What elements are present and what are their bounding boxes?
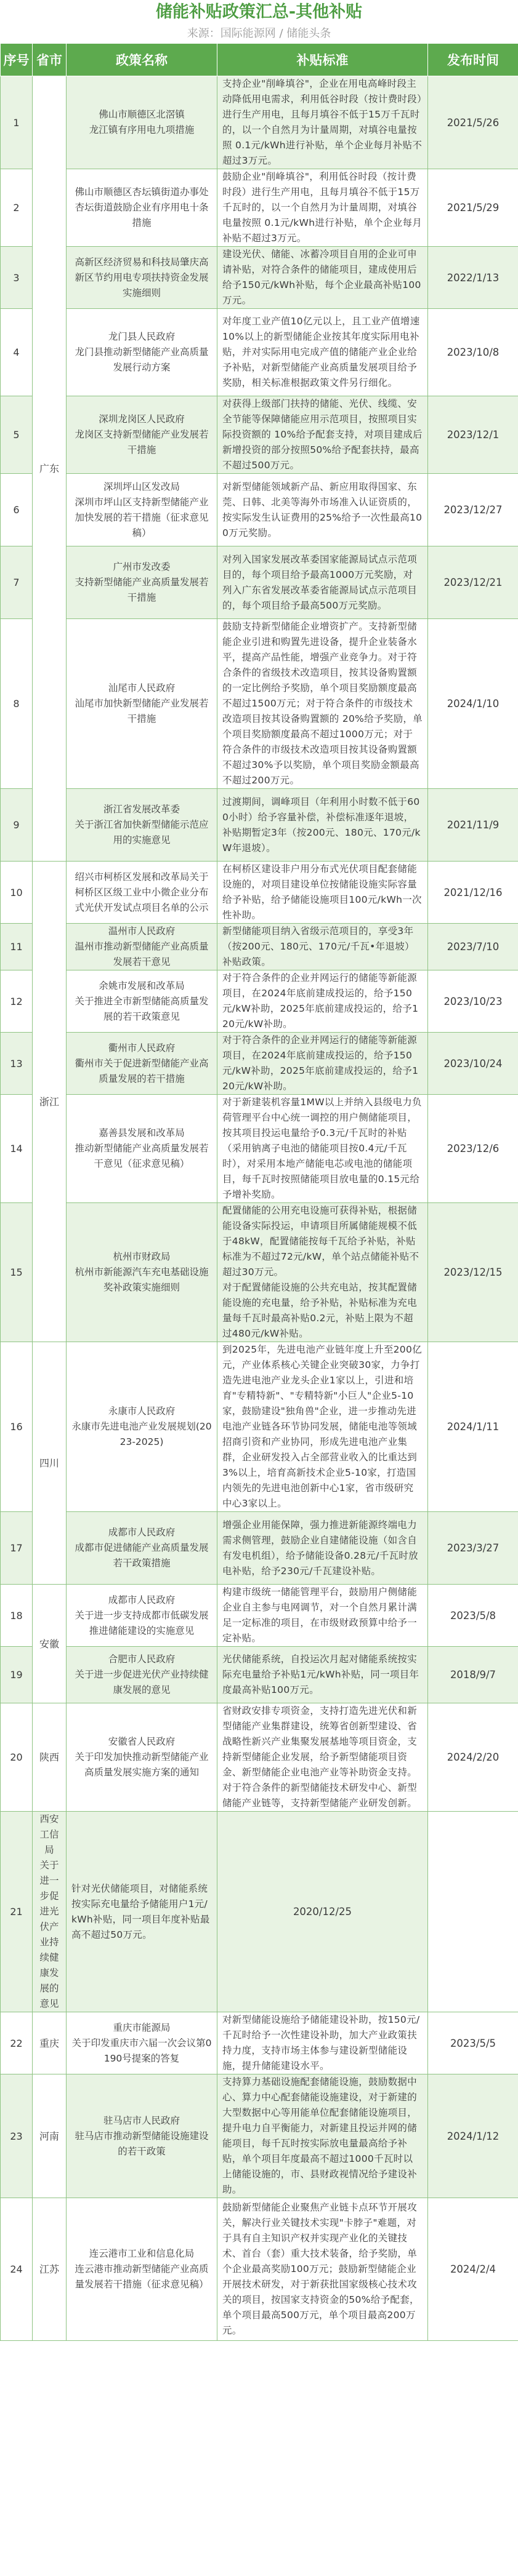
row-policy-name: 浙江省发展改革委 关于浙江省加快新型储能示范应用的实施意见 <box>67 789 217 862</box>
row-policy-name: 杭州市财政局 杭州市新能源汽车充电基础设施奖补政策实施细则 <box>67 1203 217 1342</box>
row-standard: 对于新建装机容量1MW以上并纳入县级电力负荷管理平台中心统一调控的用户侧储能项目，按其项目投运电量给予0.3元/千瓦时的补贴（采用钠离子电池的储能项目按0.4元/千瓦时），对采用本地产储能电芯或电池的储能项目，每千瓦时按照储能项目放电量的0.15元给予增补奖励。 <box>217 1095 428 1203</box>
row-policy-name: 温州市人民政府 温州市推动新型储能产业高质量发展若干意见 <box>67 924 217 970</box>
row-standard: 对新型储能领域新产品、新应用取得国家、东莞、日韩、北美等海外市场准入认证资质的，按实际发生认证费用的25%给予一次性最高100万元奖励。 <box>217 474 428 546</box>
table-row <box>1 1033 518 1095</box>
row-policy-name: 深圳龙岗区人民政府 龙岗区支持新型储能产业发展若干措施 <box>67 396 217 474</box>
row-date: 2023/7/10 <box>428 924 518 970</box>
row-standard: 鼓励新型储能企业聚焦产业链卡点环节开展攻关，解决行业关键技术实现"卡脖子"难题，对于具有自主知识产权并实现产业化的关键技术、首台（套）重大技术装备，给予奖励，单个企业最高奖励100万元；鼓励新型储能企业开展技术研发，对于新获批国家级核心技术攻关的项目，按国家支持资金的50%给予配套，单个项目最高500万元，单个项目最高200万元。 <box>217 2198 428 2341</box>
table-row <box>1 169 518 247</box>
row-number: 22 <box>1 2012 33 2074</box>
row-policy-name: 连云港市工业和信息化局 连云港市推动新型储能产业高质量发展若干措施（征求意见稿） <box>67 2198 217 2341</box>
row-standard: 在柯桥区建设非户用分布式光伏项目配套储能设施的，对项目建设单位按储能设施实际容量给予补贴，给予储能设施项目100元/kWh一次性补助。 <box>217 862 428 924</box>
row-province: 重庆 <box>33 2012 67 2074</box>
page-title: 储能补贴政策汇总-其他补贴 <box>155 2 363 22</box>
table-row <box>1 862 518 924</box>
table-row <box>1 76 518 169</box>
row-date: 2023/12/15 <box>428 1203 518 1342</box>
row-date: 2023/10/23 <box>428 970 518 1033</box>
row-date: 2024/1/10 <box>428 619 518 789</box>
table-row <box>1 2198 518 2341</box>
row-number: 13 <box>1 1033 33 1095</box>
row-date: 2024/2/20 <box>428 1703 518 1812</box>
row-standard: 针对光伏储能项目，对储能系统按实际充电量给予储能用户1元/kWh补贴，同一项目年度补贴最高不超过50万元。 <box>67 1812 217 2012</box>
table-row <box>1 789 518 862</box>
row-number: 19 <box>1 1647 33 1703</box>
row-number: 24 <box>1 2198 33 2341</box>
source-line: 来源：国际能源网 / 储能头条 <box>187 27 331 40</box>
row-standard: 鼓励企业"削峰填谷"，利用低谷时段（按计费时段）进行生产用电，且每月填谷不低于15万千瓦时的，以一个自然月为计量周期，对填谷电量按照 0.1元/kWh进行补贴，单个企业每月补贴不超过3万元。 <box>217 169 428 247</box>
row-standard: 对新型储能设施给予储能建设补助，按150元/千瓦时给予一次性建设补助，加大产业政策扶持力度，支持市场主体参与建设新型储能设施，提升储能建设水平。 <box>217 2012 428 2074</box>
row-date: 2023/5/8 <box>428 1585 518 1647</box>
table-row <box>1 2074 518 2198</box>
header-standard: 补贴标准 <box>217 44 428 76</box>
row-number: 1 <box>1 76 33 169</box>
table-row <box>1 924 518 970</box>
table-row <box>1 1095 518 1203</box>
row-date: 2022/1/13 <box>428 247 518 309</box>
table-row <box>1 1512 518 1585</box>
row-date: 2023/12/1 <box>428 396 518 474</box>
row-date: 2023/5/5 <box>428 2012 518 2074</box>
table-row <box>1 396 518 474</box>
row-number: 2 <box>1 169 33 247</box>
row-date: 2023/12/6 <box>428 1095 518 1203</box>
row-province: 河南 <box>33 2074 67 2198</box>
row-date: 2023/12/21 <box>428 546 518 619</box>
row-number: 5 <box>1 396 33 474</box>
header-province: 省市 <box>33 44 67 76</box>
row-province: 广东 <box>33 76 67 862</box>
row-number: 21 <box>1 1812 33 2012</box>
row-policy-name: 佛山市顺德区北滘镇 龙江镇有序用电九项措施 <box>67 76 217 169</box>
table-row <box>1 1703 518 1812</box>
row-date: 2023/12/27 <box>428 474 518 546</box>
table-row <box>1 1585 518 1647</box>
row-policy-name: 西安工信局 关于进一步促进光伏产业持续健康发展的意见 <box>33 1812 67 2012</box>
row-policy-name: 安徽省人民政府 关于印发加快推动新型储能产业高质量发展实施方案的通知 <box>67 1703 217 1812</box>
row-standard: 构建市级统一储能管理平台，鼓励用户侧储能企业自主参与电网调节，对一个自然月累计满足一定标准的项目，在市级财政预算中给予一定补贴。 <box>217 1585 428 1647</box>
row-date: 2021/5/29 <box>428 169 518 247</box>
row-policy-name: 永康市人民政府 永康市先进电池产业发展规划(2023-2025) <box>67 1342 217 1512</box>
row-date: 2024/2/4 <box>428 2198 518 2341</box>
row-number: 17 <box>1 1512 33 1585</box>
row-number: 6 <box>1 474 33 546</box>
table-row <box>1 1203 518 1342</box>
row-policy-name: 深圳坪山区发改局 深圳市坪山区支持新型储能产业加快发展的若干措施（征求意见稿） <box>67 474 217 546</box>
row-policy-name: 合肥市人民政府 关于进一步促进光伏产业持续健康发展的意见 <box>67 1647 217 1703</box>
row-date: 2018/9/7 <box>428 1647 518 1703</box>
row-policy-name: 成都市人民政府 关于进一步支持成都市低碳发展推进储能建设的实施意见 <box>67 1585 217 1647</box>
row-standard: 新型储能项目纳入省级示范项目的，享受3年（按200元、180元、170元/千瓦•年退坡）补贴政策。 <box>217 924 428 970</box>
row-standard: 支持算力基础设施配套储能设施，鼓励数据中心、算力中心配套储能设施建设，对于新建的大型数据中心等用能单位配套储能设施项目，提升电力自平衡能力，对新建且投运并网的储能项目，每千瓦时按实际放电量最高给予补贴，单个项目年度最高不超过1000千瓦时以上储能设施的，市、县财政视情况给予建设补助。 <box>217 2074 428 2198</box>
row-date: 2020/12/25 <box>217 1812 428 2012</box>
table-header <box>1 44 518 76</box>
table-row <box>1 247 518 309</box>
row-number: 18 <box>1 1585 33 1647</box>
row-number: 14 <box>1 1095 33 1203</box>
table-body <box>1 76 518 2341</box>
row-number: 9 <box>1 789 33 862</box>
row-policy-name: 龙门县人民政府 龙门县推动新型储能产业高质量发展行动方案 <box>67 309 217 396</box>
table-row <box>1 1647 518 1703</box>
row-number: 23 <box>1 2074 33 2198</box>
row-number: 8 <box>1 619 33 789</box>
row-province: 浙江 <box>33 862 67 1342</box>
table-row <box>1 474 518 546</box>
row-standard: 对列入国家发展改革委国家能源局试点示范项目的，每个项目给予最高1000万元奖励，对列入广东省发展改革委省能源局试点示范项目的，每个项目给予最高500万元奖励。 <box>217 546 428 619</box>
row-standard: 鼓励支持新型储能企业增资扩产。支持新型储能企业引进和购置先进设备，提升企业装备水平，提高产品性能，增强产业竞争力。对于符合条件的省级技术改造项目，按其设备购置额的一定比例给予奖励，单个项目奖励额度最高不超过1500万元；对于符合条件的市级技术改造项目按其设备购置额的 20%给予奖励，单个项目奖励额度最高不超过1000万元；对于符合条件的市级技术改造项目按其设备购置额不超过30%予以奖励，单个项目奖励金额最高不超过200万元。 <box>217 619 428 789</box>
row-number: 20 <box>1 1703 33 1812</box>
row-policy-name: 绍兴市柯桥区发展和改革局关于柯桥区区级工业中小微企业分布式光伏开发试点项目名单的公示 <box>67 862 217 924</box>
row-standard: 增强企业用能保障，强力推进新能源终端电力需求侧管理，鼓励企业自建储能设施（如含自有发电机组），给予储能设备0.28元/千瓦时放电补贴，给予230元/千瓦建设补贴。 <box>217 1512 428 1585</box>
row-policy-name: 高新区经济贸易和科技局肇庆高新区节约用电专项扶持资金发展实施细则 <box>67 247 217 309</box>
row-number: 3 <box>1 247 33 309</box>
row-standard: 配置储能的公用充电设施可获得补贴，根据储能设备实际投运，申请项目所属储能规模不低于48kW，配置储能按每千瓦给予补贴，补贴标准为不超过72元/kW，单个站点储能补贴不超过30万元。 对于配置储能设施的公共充电站，按其配置储能设施的充电量，给予补贴，补贴标准为充电量每千瓦时最高补贴0.2元，补贴上限为不超过480元/kW补贴。 <box>217 1203 428 1342</box>
row-number: 4 <box>1 309 33 396</box>
row-date: 2023/3/27 <box>428 1512 518 1585</box>
row-province: 陕西 <box>33 1703 67 1812</box>
row-date: 2024/1/12 <box>428 2074 518 2198</box>
row-standard: 支持企业"削峰填谷"，企业在用电高峰时段主动降低用电需求，利用低谷时段（按计费时段）进行生产用电，且每月填谷不低于15万千瓦时的，以一个自然月为计量周期，对填谷电量按照 0.1元/kWh进行补贴，单个企业每月补贴不超过3万元。 <box>217 76 428 169</box>
header-no: 序号 <box>1 44 33 76</box>
row-province: 四川 <box>33 1342 67 1585</box>
row-date: 2024/1/11 <box>428 1342 518 1512</box>
row-policy-name: 重庆市能源局 关于印发重庆市六届一次会议第0190号提案的答复 <box>67 2012 217 2074</box>
row-date: 2021/5/26 <box>428 76 518 169</box>
row-standard: 光伏储能系统，自投运次月起对储能系统按实际充电量给予补贴1元/kWh补贴，同一项目年度最高补贴100万元。 <box>217 1647 428 1703</box>
table-row <box>1 1812 518 2012</box>
row-number: 11 <box>1 924 33 970</box>
row-standard: 过渡期间，调峰项目（年利用小时数不低于600小时）给予容量补偿，补偿标准逐年退坡，补贴期暂定3年（按200元、180元、170元/kW年退坡）。 <box>217 789 428 862</box>
row-standard: 对于符合条件的企业并网运行的储能等新能源项目，在2024年底前建成投运的，给予150元/kW补助，2025年底前建成投运的，给予120元/kW补助。 <box>217 970 428 1033</box>
row-number: 12 <box>1 970 33 1033</box>
row-date: 2023/10/8 <box>428 309 518 396</box>
table-row <box>1 970 518 1033</box>
table-row <box>1 309 518 396</box>
row-standard: 对年度工业产值10亿元以上，且工业产值增速10%以上的新型储能企业按其年度实际用电补贴，并对实际用电完成产值的储能产业企业给予补贴，对新型储能产业高质量发展项目给予奖励，相关标准根据政策文件另行细化。 <box>217 309 428 396</box>
table-row <box>1 2012 518 2074</box>
row-policy-name: 成都市人民政府 成都市促进储能产业高质量发展若干政策措施 <box>67 1512 217 1585</box>
row-policy-name: 余姚市发展和改革局 关于推进全市新型储能高质量发展的若干政策意见 <box>67 970 217 1033</box>
row-standard: 对于符合条件的企业并网运行的储能等新能源项目，在2024年底前建成投运的，给予150元/kW补助，2025年底前建成投运的，给予120元/kW补助。 <box>217 1033 428 1095</box>
table-row <box>1 1342 518 1512</box>
row-policy-name: 广州市发改委 支持新型储能产业高质量发展若干措施 <box>67 546 217 619</box>
table-row <box>1 546 518 619</box>
row-number: 15 <box>1 1203 33 1342</box>
row-policy-name: 驻马店市人民政府 驻马店市推动新型储能设施建设的若干政策 <box>67 2074 217 2198</box>
row-date: 2021/11/9 <box>428 789 518 862</box>
row-province: 江苏 <box>33 2198 67 2341</box>
policy-table <box>0 43 518 2341</box>
row-policy-name: 佛山市顺德区杏坛镇街道办事处杏坛街道鼓励企业有序用电十条措施 <box>67 169 217 247</box>
row-number: 10 <box>1 862 33 924</box>
row-standard: 省财政安排专项资金，支持打造先进光伏和新型储能产业集群建设，统筹省创新型建设、省战略性新兴产业集聚发展基地等项目资金，支持新型储能企业发展，给予新型储能项目资金、新型储能企业电池产业等补助资金支持。对于符合条件的新型储能技术研发中心、新型储能产业链等，支持新型储能产业研发创新。 <box>217 1703 428 1812</box>
row-policy-name: 汕尾市人民政府 汕尾市加快新型储能产业发展若干措施 <box>67 619 217 789</box>
row-number: 16 <box>1 1342 33 1512</box>
row-number: 7 <box>1 546 33 619</box>
row-standard: 到2025年，先进电池产业链年度上升至200亿元，产业体系核心关键企业突破30家，力争打造先进电池产业龙头企业1家以上，引进和培育"专精特新"、"专精特新"小巨人"企业5-10家，鼓励建设"独角兽"企业，进一步推动先进电池产业链各环节协同发展，储能电池等领域招商引资和产业协同，形成先进电池产业集群，企业研发投入占全部营业收入的比重达到3%以上，培育高新技术企业5-10家，打造国内领先的先进电池创新中心1家，省市级研究中心3家以上。 <box>217 1342 428 1512</box>
row-standard: 对获得上级部门扶持的储能、光伏、线缆、安全节能等保障储能应用示范项目，按照项目实际投资额的 10%给予配套支持，对项目建成后新增投资的部分按照50%给予配套扶持，最高不超过500万元。 <box>217 396 428 474</box>
row-date: 2023/10/24 <box>428 1033 518 1095</box>
row-policy-name: 衢州市人民政府 衢州市关于促进新型储能产业高质量发展的若干措施 <box>67 1033 217 1095</box>
row-policy-name: 嘉善县发展和改革局 推动新型储能产业高质量发展若干意见（征求意见稿） <box>67 1095 217 1203</box>
header-name: 政策名称 <box>67 44 217 76</box>
header-date: 发布时间 <box>428 44 518 76</box>
row-date: 2021/12/16 <box>428 862 518 924</box>
row-standard: 建设光伏、储能、冰蓄冷项目自用的企业可申请补贴，对符合条件的储能项目，建成使用后给予150元/kWh补贴，每个企业最高补贴100万元。 <box>217 247 428 309</box>
row-province: 安徽 <box>33 1585 67 1703</box>
table-row <box>1 619 518 789</box>
